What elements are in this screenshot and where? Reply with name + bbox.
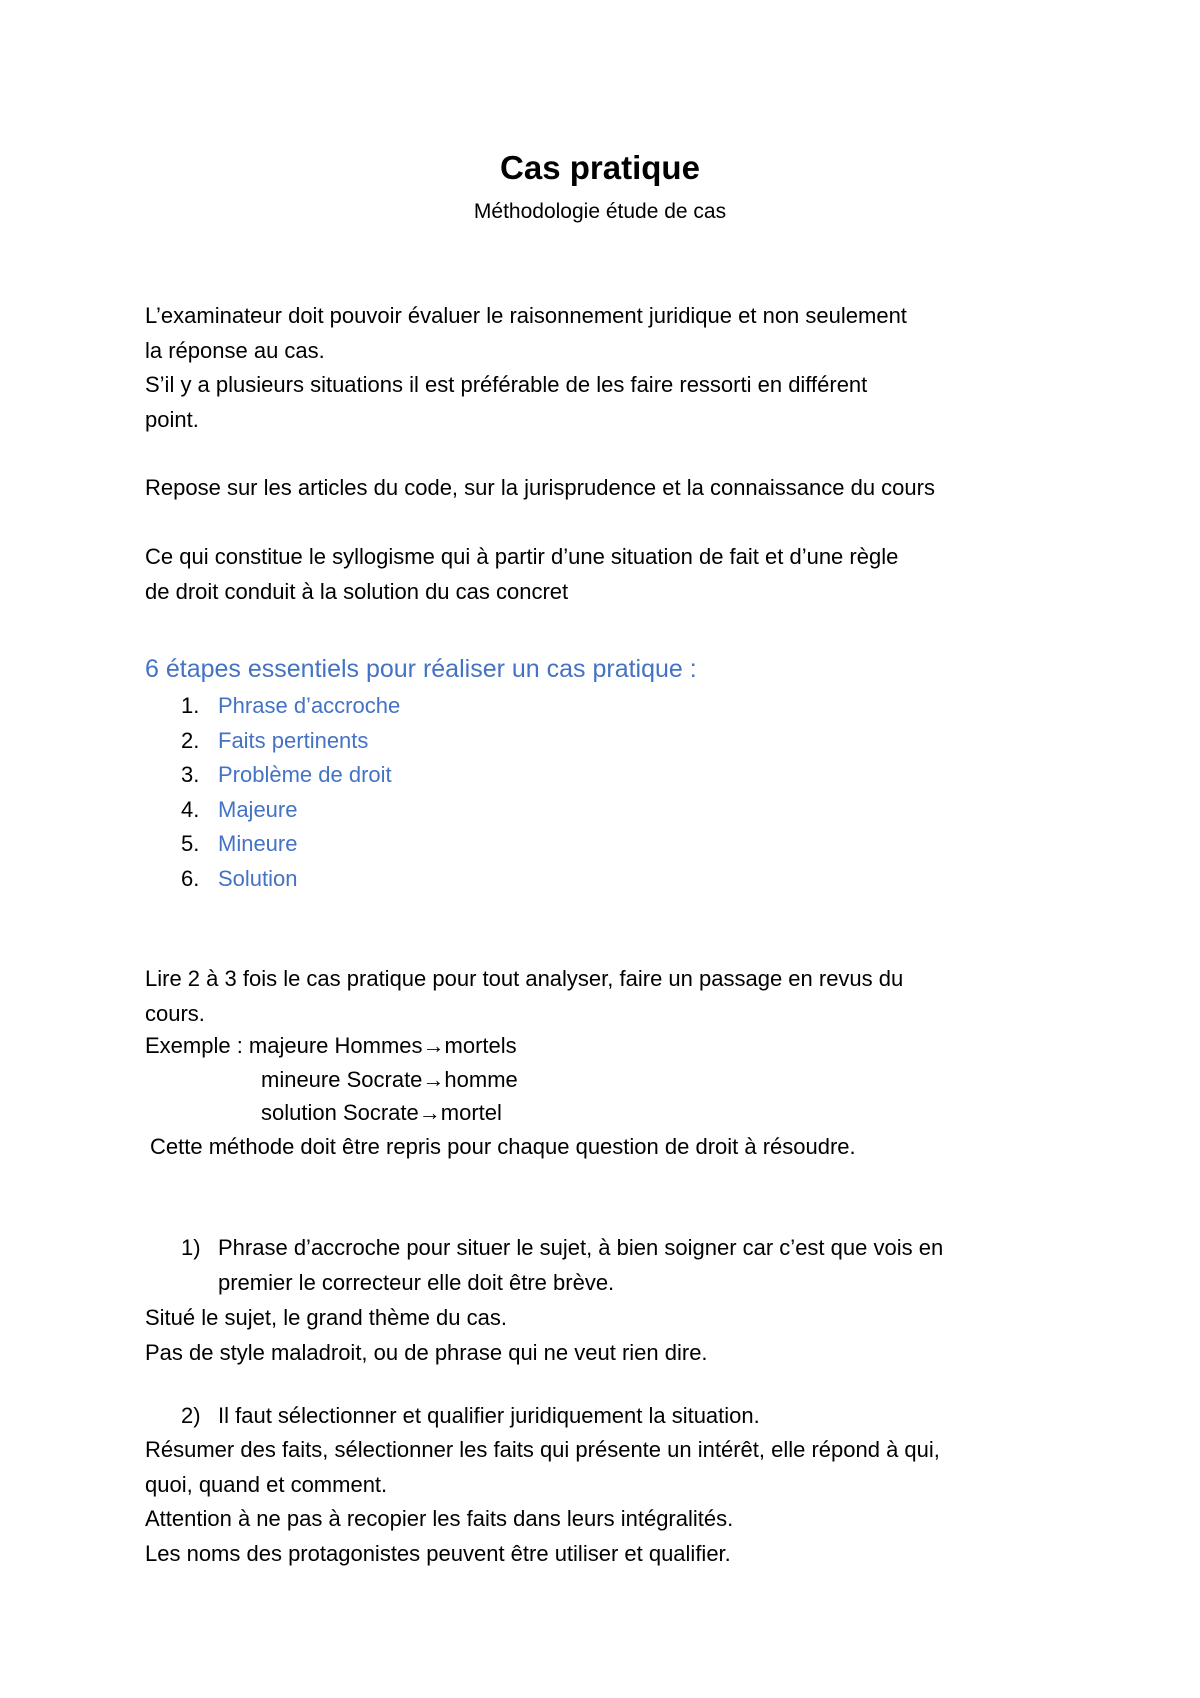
document-title: Cas pratique: [500, 149, 700, 186]
example-result: mortels: [444, 1033, 517, 1058]
text-line: Résumer des faits, sélectionner les faits qui présente un intérêt, elle répond à qui,: [145, 1437, 940, 1462]
example-result: mortel: [440, 1100, 502, 1125]
text-line: de droit conduit à la solution du cas concret: [145, 578, 569, 604]
text-line: la réponse au cas.: [145, 337, 325, 363]
paragraph-method: Cette méthode doit être repris pour chaque question de droit à résoudre.: [150, 1134, 856, 1159]
syllogism-example: [145, 1029, 518, 1130]
paragraph-examiner: [145, 299, 1085, 437]
text-line: Attention à ne pas à recopier les faits dans leurs intégralités.: [145, 1506, 734, 1531]
list-label: Mineure: [218, 831, 298, 857]
numbered-item-1: [145, 1231, 1045, 1300]
list-item: [145, 793, 400, 828]
example-line-major: [145, 1029, 518, 1063]
text-line: Situé le sujet, le grand thème du cas.: [145, 1305, 507, 1330]
example-label: solution Socrate: [261, 1100, 419, 1125]
steps-list: [145, 689, 400, 897]
paragraph-subject: [145, 1301, 1085, 1370]
arrow-icon: →: [418, 1100, 441, 1125]
example-result: homme: [444, 1066, 518, 1092]
list-item: [145, 862, 400, 897]
example-label: Exemple : majeure Hommes: [145, 1033, 423, 1058]
text-line: Ce qui constitue le syllogisme qui à partir d’une situation de fait et d’une règle: [145, 544, 899, 569]
item-number: 2): [181, 1403, 201, 1428]
list-number: 6.: [181, 865, 200, 891]
list-number: 3.: [181, 762, 200, 788]
text-line: point.: [145, 406, 199, 432]
list-label: Majeure: [218, 796, 298, 822]
text-line: quoi, quand et comment.: [145, 1471, 388, 1497]
list-item: [145, 724, 400, 759]
text-line: cours.: [145, 1000, 205, 1026]
list-number: 2.: [181, 727, 200, 753]
list-item: [145, 827, 400, 862]
text-line: Phrase d’accroche pour situer le sujet, à bien soigner car c’est que vois en: [218, 1235, 944, 1260]
text-line: Lire 2 à 3 fois le cas pratique pour tout analyser, faire un passage en revus du: [145, 966, 904, 991]
list-label: Solution: [218, 865, 298, 891]
numbered-item-2: [145, 1399, 1045, 1434]
example-label: mineure Socrate: [261, 1066, 423, 1092]
steps-heading: 6 étapes essentiels pour réaliser un cas pratique :: [145, 655, 697, 683]
item-number: 1): [181, 1235, 201, 1260]
example-line-minor: [145, 1063, 518, 1097]
text-line: Il faut sélectionner et qualifier juridiquement la situation.: [218, 1403, 760, 1428]
document-subtitle: Méthodologie étude de cas: [473, 200, 727, 223]
list-item: [145, 758, 400, 793]
list-item: [145, 689, 400, 724]
list-label: Faits pertinents: [218, 727, 369, 753]
list-label: Phrase d’accroche: [218, 693, 401, 718]
text-line: premier le correcteur elle doit être brève.: [218, 1269, 615, 1295]
list-label: Problème de droit: [218, 762, 392, 788]
paragraph-sources: Repose sur les articles du code, sur la jurisprudence et la connaissance du cours: [145, 475, 935, 500]
list-number: 4.: [181, 796, 200, 822]
paragraph-reading: [145, 962, 1085, 1031]
text-line: S’il y a plusieurs situations il est préférable de les faire ressorti en différent: [145, 372, 868, 397]
paragraph-facts: [145, 1433, 1085, 1571]
arrow-icon: →: [422, 1033, 445, 1058]
list-number: 5.: [181, 831, 200, 857]
list-number: 1.: [181, 693, 200, 718]
example-line-solution: [145, 1096, 518, 1130]
paragraph-syllogism: [145, 540, 1085, 609]
text-line: Pas de style maladroit, ou de phrase qui ne veut rien dire.: [145, 1339, 708, 1365]
arrow-icon: →: [422, 1066, 445, 1092]
text-line: L’examinateur doit pouvoir évaluer le raisonnement juridique et non seulement: [145, 303, 907, 328]
text-line: Les noms des protagonistes peuvent être utiliser et qualifier.: [145, 1540, 731, 1566]
